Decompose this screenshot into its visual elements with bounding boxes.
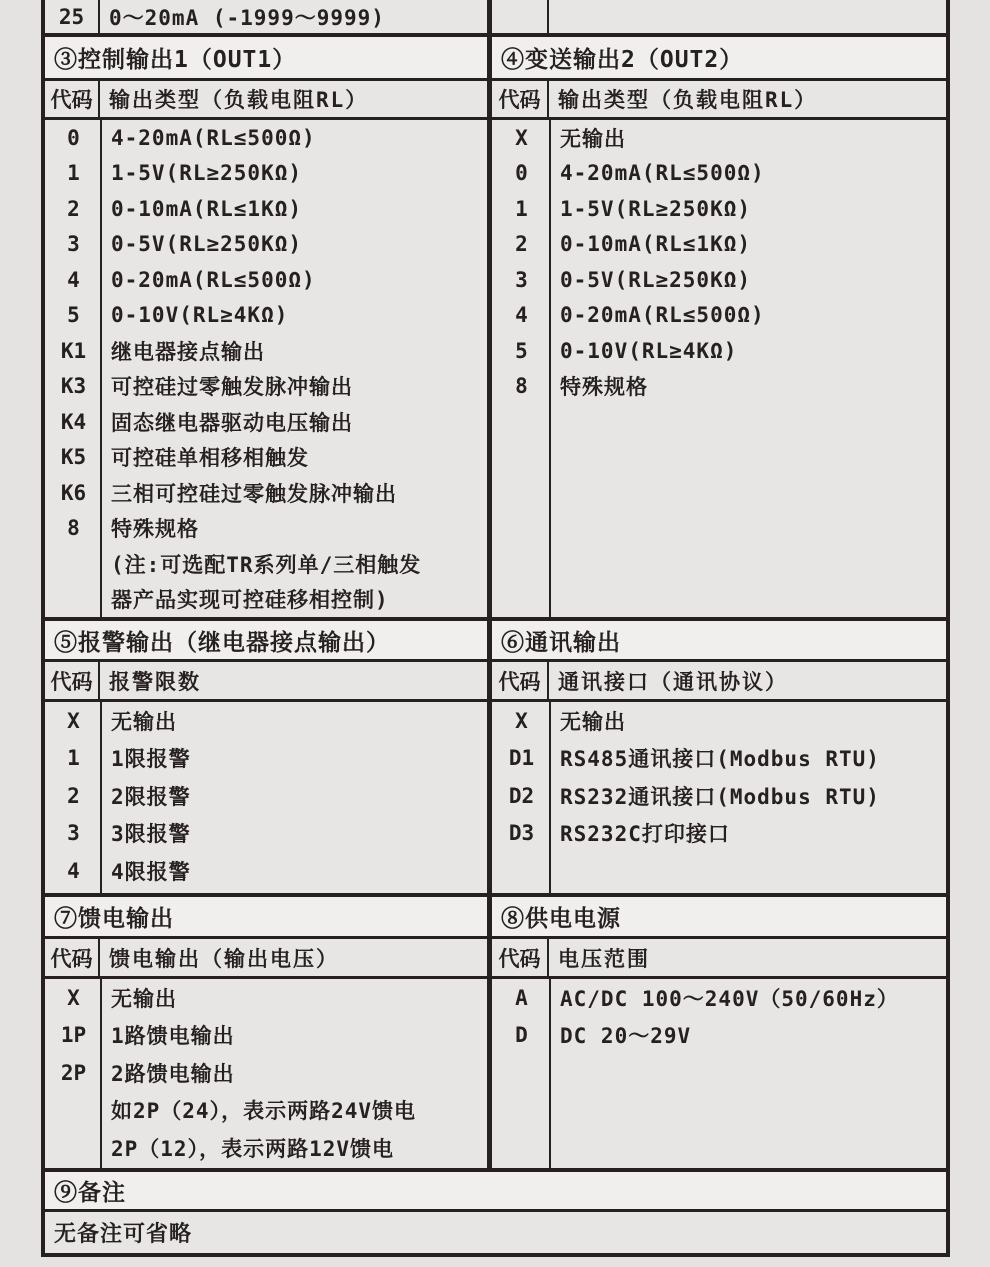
top-row-right xyxy=(487,0,946,33)
section-pair-out1-out2 xyxy=(45,37,946,621)
table-row xyxy=(45,740,487,778)
desc-col-header: 报警限数 xyxy=(109,669,201,694)
column-header-row xyxy=(45,939,487,979)
desc-cell: 可控硅过零触发脉冲输出 xyxy=(111,375,353,400)
code-col-header: 代码 xyxy=(45,81,100,117)
section-title: ⑥通讯输出 xyxy=(492,621,946,662)
desc-cell: AC/DC 100～240V（50/60Hz） xyxy=(560,986,899,1011)
section-pair-alarm-comm xyxy=(45,621,946,897)
table-row xyxy=(45,511,487,547)
table-row xyxy=(45,369,487,405)
desc-cell: 0-5V(RL≥250KΩ) xyxy=(560,267,752,292)
table-row xyxy=(45,852,487,890)
code-cell: K3 xyxy=(60,374,87,399)
code-cell: 1 xyxy=(67,161,80,186)
section-title: ⑤报警输出（继电器接点输出） xyxy=(45,621,487,662)
code-cell: D2 xyxy=(508,783,535,808)
code-cell: K6 xyxy=(60,480,87,505)
table-row xyxy=(492,191,946,227)
column-header-row xyxy=(45,662,487,702)
code-cell: X xyxy=(67,985,80,1010)
desc-col-header: 馈电输出（输出电压） xyxy=(109,946,339,971)
code-cell: 4 xyxy=(515,303,528,328)
section-title: ④变送输出2（OUT2） xyxy=(492,37,946,81)
desc-cell: 器产品实现可控硅移相控制) xyxy=(111,588,389,613)
code-cell: 4 xyxy=(67,858,80,883)
code-cell: 25 xyxy=(45,0,100,33)
table-row xyxy=(45,1017,487,1055)
desc-cell: 3限报警 xyxy=(111,822,191,847)
column-header-row xyxy=(492,939,946,979)
section-comm xyxy=(487,621,946,893)
desc-cell: 继电器接点输出 xyxy=(111,339,265,364)
code-col-header: 代码 xyxy=(492,939,549,976)
desc-cell: 4限报警 xyxy=(111,859,191,884)
code-cell: 3 xyxy=(67,232,80,257)
section-power xyxy=(487,897,946,1168)
table-row xyxy=(492,156,946,192)
desc-cell: 无输出 xyxy=(560,126,626,151)
desc-cell: RS485通讯接口(Modbus RTU) xyxy=(560,747,880,772)
code-cell: 5 xyxy=(515,338,528,363)
desc-cell: RS232C打印接口 xyxy=(560,822,730,847)
desc-cell: 固态继电器驱动电压输出 xyxy=(111,410,353,435)
desc-cell: 1-5V(RL≥250KΩ) xyxy=(560,196,752,221)
table-row xyxy=(45,1054,487,1092)
desc-cell: 无输出 xyxy=(560,709,626,734)
column-header-row xyxy=(45,81,487,120)
remark-note: 无备注可省略 xyxy=(54,1222,193,1247)
code-cell: X xyxy=(67,708,80,733)
code-cell: 3 xyxy=(515,267,528,292)
desc-col-header: 通讯接口（通讯协议） xyxy=(558,669,788,694)
desc-cell: 无输出 xyxy=(111,709,177,734)
table-row xyxy=(45,404,487,440)
table-row xyxy=(492,1017,946,1055)
code-cell: 2 xyxy=(67,196,80,221)
table-row xyxy=(492,227,946,263)
table-row xyxy=(492,777,946,815)
table-row xyxy=(45,475,487,511)
table-row xyxy=(492,333,946,369)
desc-cell: 特殊规格 xyxy=(111,517,199,542)
desc-cell: 0-10mA(RL≤1KΩ) xyxy=(560,232,752,257)
code-col-header: 代码 xyxy=(45,662,100,699)
desc-cell: 4-20mA(RL≤500Ω) xyxy=(560,161,765,186)
column-header-row xyxy=(492,81,946,120)
code-cell: 1 xyxy=(515,196,528,221)
code-col-header: 代码 xyxy=(492,81,549,117)
desc-cell: 1限报警 xyxy=(111,747,191,772)
desc-cell: 0-10V(RL≥4KΩ) xyxy=(560,338,738,363)
section-alarm xyxy=(45,621,487,893)
section-feed xyxy=(45,897,487,1168)
table-row xyxy=(492,262,946,298)
table-body xyxy=(492,702,946,893)
table-row xyxy=(45,1129,487,1167)
desc-col-header: 电压范围 xyxy=(558,946,650,971)
desc-cell: 如2P（24），表示两路24V馈电 xyxy=(111,1099,417,1124)
table-row xyxy=(492,298,946,334)
table-row xyxy=(45,546,487,582)
table-row xyxy=(45,262,487,298)
code-cell: 8 xyxy=(515,374,528,399)
table-row xyxy=(45,120,487,156)
table-row xyxy=(45,582,487,618)
code-cell: 2 xyxy=(515,232,528,257)
code-cell: 0 xyxy=(67,125,80,150)
column-header-row xyxy=(492,662,946,702)
table-row xyxy=(492,740,946,778)
section-out1 xyxy=(45,37,487,617)
desc-cell: 三相可控硅过零触发脉冲输出 xyxy=(111,481,397,506)
code-cell: K4 xyxy=(60,409,87,434)
desc-cell: 0-10V(RL≥4KΩ) xyxy=(111,303,289,328)
desc-cell: RS232通讯接口(Modbus RTU) xyxy=(560,784,880,809)
table-row xyxy=(492,979,946,1017)
desc-cell: 1路馈电输出 xyxy=(111,1024,235,1049)
table-row xyxy=(492,702,946,740)
code-col-header: 代码 xyxy=(492,662,549,699)
table-row xyxy=(45,777,487,815)
code-cell-empty xyxy=(492,0,549,33)
table-row xyxy=(492,369,946,405)
table-row xyxy=(45,191,487,227)
desc-cell: 0-20mA(RL≤500Ω) xyxy=(111,267,316,292)
desc-cell: 4-20mA(RL≤500Ω) xyxy=(111,125,316,150)
code-cell: K1 xyxy=(60,338,87,363)
desc-cell: 0-10mA(RL≤1KΩ) xyxy=(111,196,303,221)
table-row xyxy=(45,156,487,192)
desc-cell: 2P（12），表示两路12V馈电 xyxy=(111,1136,395,1161)
top-row-left xyxy=(45,0,487,33)
code-cell: D3 xyxy=(508,821,535,846)
table-body xyxy=(492,120,946,617)
ordering-code-table xyxy=(41,0,950,1257)
desc-cell: 0-20mA(RL≤500Ω) xyxy=(560,303,765,328)
section-title: ⑧供电电源 xyxy=(492,897,946,939)
code-col-header: 代码 xyxy=(45,939,100,976)
code-cell: 0 xyxy=(515,161,528,186)
desc-cell: 2路馈电输出 xyxy=(111,1061,235,1086)
table-body xyxy=(45,702,487,893)
section-remark-title: ⑨备注 xyxy=(45,1172,946,1212)
code-cell: D xyxy=(515,1023,528,1048)
table-row xyxy=(45,815,487,853)
table-row xyxy=(45,333,487,369)
code-cell: 1 xyxy=(67,746,80,771)
desc-cell: (注:可选配TR系列单/三相触发 xyxy=(111,552,422,577)
table-row xyxy=(45,979,487,1017)
code-cell: D1 xyxy=(508,746,535,771)
desc-col-header: 输出类型（负载电阻RL） xyxy=(109,88,369,112)
desc-cell-empty xyxy=(549,0,946,33)
table-body xyxy=(45,120,487,617)
table-row xyxy=(492,815,946,853)
desc-cell: 无输出 xyxy=(111,986,177,1011)
code-cell: K5 xyxy=(60,445,87,470)
desc-cell: 可控硅单相移相触发 xyxy=(111,446,309,471)
code-cell: X xyxy=(515,125,528,150)
desc-cell: 0-5V(RL≥250KΩ) xyxy=(111,232,303,257)
desc-cell: DC 20～29V xyxy=(560,1024,692,1049)
code-cell: 5 xyxy=(67,303,80,328)
table-row xyxy=(45,1092,487,1130)
desc-col-header: 输出类型（负载电阻RL） xyxy=(558,88,818,112)
table-row xyxy=(45,702,487,740)
desc-cell: 0～20mA (-1999～9999) xyxy=(109,5,385,30)
table-body xyxy=(45,979,487,1168)
table-row xyxy=(45,298,487,334)
table-row xyxy=(45,440,487,476)
table-row xyxy=(45,227,487,263)
section-title: ③控制输出1（OUT1） xyxy=(45,37,487,81)
desc-cell: 1-5V(RL≥250KΩ) xyxy=(111,161,303,186)
partial-top-row xyxy=(45,0,946,37)
desc-cell: 2限报警 xyxy=(111,784,191,809)
section-title: ⑦馈电输出 xyxy=(45,897,487,939)
code-cell: 3 xyxy=(67,821,80,846)
section-pair-feed-power xyxy=(45,897,946,1172)
code-cell: A xyxy=(515,985,528,1010)
code-cell: 2P xyxy=(60,1060,87,1085)
section-out2 xyxy=(487,37,946,617)
desc-cell: 特殊规格 xyxy=(560,375,648,400)
code-cell: X xyxy=(515,708,528,733)
code-cell: 8 xyxy=(67,516,80,541)
code-cell: 2 xyxy=(67,783,80,808)
table-body xyxy=(492,979,946,1168)
code-cell: 1P xyxy=(60,1023,87,1048)
table-row xyxy=(492,120,946,156)
code-cell: 4 xyxy=(67,267,80,292)
